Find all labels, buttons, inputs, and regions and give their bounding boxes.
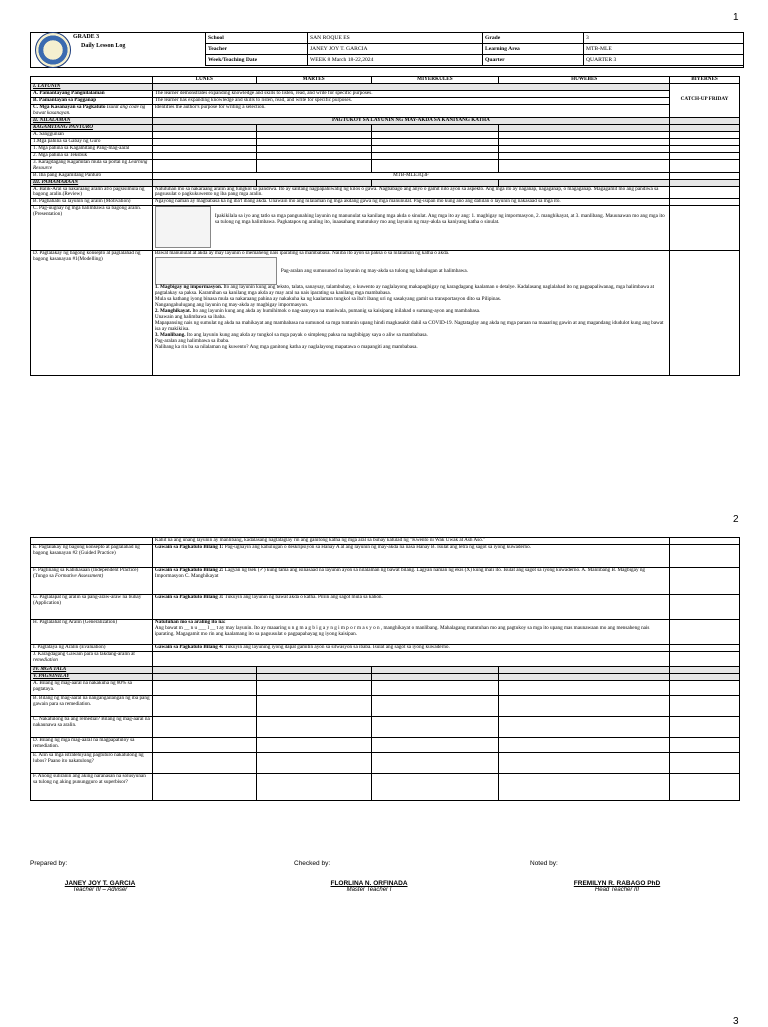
proc-j-label-italic: remediation <box>33 656 58 663</box>
proc-c-text: Ipakikilala sa iyo ang tatlo sa mga pangunahing layunin ng manunulat sa kanilang mga akda o sinulat. Ang mga ito ay ang: 1. magbigay ng impormasyon, 2. manghikayat, at 3. manlibang. Mauunawan mo ang mga ito sa tulong ng mga halimbawa. Pagkatapos ng araling ito, inaasahang matutukoy mo ang layunin ng may-akda sa kaniyang katha o sinulat. <box>214 213 665 226</box>
proc-a-label: A. Balik-Aral sa nakaraang aralin at/o pagsisimula ng bagong aralin.(Review) <box>31 186 153 199</box>
proc-d-p9: Pag-aralan ang halimbawa sa ibaba. <box>154 338 230 345</box>
header-table: School SAN ROQUE ES Grade 3 Teacher JANEY JOY T. GARCIA Learning Area MTB-MLE Week/Teaching Date WEEK 8 March 18-22,2024 Quarter QUARTER 3 <box>205 32 744 66</box>
obj-a-label: A. Pamantayang Pangnilalaman <box>31 90 153 97</box>
days-header-row <box>31 77 740 84</box>
proc-h-text: Ang bawat m __ n u ___ l __ t ay may layunin. Ito ay maaaring u n g m a g b i g a y n g i m p o r m a s y o n , manghikayat o manlibang. Mahalagang matutuhan mo ang pagtukoy sa mga ito upang mas maunawaan mo ang mensaheng nais iparating. Magagamit mo rin ang kaalamang ito sa pagsusulat o pagpapahayag ng iyong kaisipan. <box>154 624 650 637</box>
proc-d-p8: Ito ang layunin kung ang akda ay tungkol sa mga payak o simpleng paksa na nagbibigay saya o aliw sa mambabasa. <box>186 332 428 339</box>
checked-by-label: Checked by: <box>294 860 331 867</box>
reflection-item-c: C. Nakatulong ba ang remedial? Bilang ng mag-aaral na nakaunawa sa aralin. <box>31 716 153 737</box>
proc-e-bold: Gawain sa Pagkatuto Bilang 1: <box>154 543 224 550</box>
signatory-title: Teacher III – Adviser <box>72 887 128 893</box>
day-miyerkules: MIYERKULES <box>371 77 499 84</box>
proc-j-label: J. Karagdagang Gawain para sa takdang-aralin at <box>33 650 135 657</box>
proc-e-text: Pag-ugnayin ang kahulugan o deskripsiyon sa Hanay A at ang layunin ng may-akda na nasa Hanay B. Isulat ang letra ng sagot sa iyong kuwaderno. <box>224 543 532 550</box>
proc-d-p8-bold: 3. Manlibang. <box>154 332 186 339</box>
signatory-noted <box>552 880 682 893</box>
proc-i-bold: Gawain sa Pagkatuto Bilang 4: <box>154 643 224 650</box>
dll-subtitle: Daily Lesson Log <box>81 43 126 49</box>
res-a2: 1. Mga pahina sa Kagamitang Pang-mag-aaral <box>31 145 153 152</box>
proc-f-label: F. Paglinang sa Kabihasaan (Independent Practice)(Tungo sa <box>33 566 139 579</box>
signatory-title: Head Teacher III <box>594 887 640 893</box>
grade-title: GRADE 3 <box>73 34 100 40</box>
proc-d-label: D. Pagtalakay ng bagong konsepto at paglalahad ng bagong kasanayan #1(Modelling) <box>31 251 153 376</box>
page-number: 3 <box>733 1016 739 1027</box>
signatory-title: Master Teacher I <box>346 887 392 893</box>
lesson-topic: PAGTUKOY SA LAYUNIN NG MAY-AKDA SA KANIYANG KATHA <box>152 117 669 124</box>
lesson-table-page2 <box>30 537 740 801</box>
proc-d-p10: Nalibang ka rin ba sa nilalaman ng kuwento? Ang mga ganitong katha ay naglalayong mapatawa o mapangiti ang mambabasa. <box>154 344 418 351</box>
proc-d-p6: Unawain ang halimbawa sa ibaba. <box>154 314 226 321</box>
proc-d-p1: Pag-aralan ang sumusunod na layunin ng may-akda sa tulong ng kahulugan at halimbawa. <box>280 268 468 275</box>
prepared-by-label: Prepared by: <box>30 860 68 867</box>
obj-b-text: The learner has expanding knowledge and skills to listen, read, and write for specific purposes. <box>152 97 669 104</box>
proc-a-text: Natutuhan mo sa nakaraang aralin ang tungkol sa pandiwa. Ito ay salitang nagpapahiwatig ng kilos o gawa. Nagbabago ang anyo o gamit nito ayon sa aspekto. Ang mga ito ay naganap, nagaganap, o magaganap. Magagamit mo ang pandiwa sa pagsusulat o pagkukuwento ng iba pang mga aralin. <box>152 186 669 199</box>
res-a4-italic: Learning Resource <box>33 158 148 171</box>
day-biyernes: BIYERNES <box>670 77 740 84</box>
proc-d-p4: Nangangahulugang ang layunin ng may-akda ay magbigay impormasyon. <box>154 302 309 309</box>
deped-seal-icon <box>35 32 71 68</box>
proc-d-p7: Mapapansing nais ng sumulat ng akda na mahikayat ang mambabasa na sumunod sa mga tuntunin upang hindi magkasakit dahil sa COVID-19. Nagtataglay ang akda ng mga paraan na maaaring gawin at ang magandang idudulot kung ang bawat isa ay makikiisa. <box>154 320 664 333</box>
page-number: 1 <box>733 12 739 23</box>
reflection-item-d: D. Bilang ng mga mag-aaral na magpapatuloy sa remediation. <box>31 737 153 752</box>
signatory-checked <box>304 880 434 893</box>
proc-i-text: Tukuyin ang layuning iyong dapat gamitin ayon sa sitwasyon sa ibaba. Isulat ang sagot sa iyong kuwaderno. <box>224 643 450 650</box>
section-pagninilay: V. PAGNINILAY <box>31 673 153 680</box>
proc-d-p2-bold: 1. Magbigay ng impormasyon. <box>154 284 223 291</box>
reflection-item-a: A. Bilang ng mag-aaral na nakakuha ng 80% sa pagtataya. <box>31 680 153 695</box>
res-a: A. Sanggunian <box>31 131 153 138</box>
obj-c-note: Isulat ang code ng bawat kasanayan. <box>33 103 146 116</box>
proc-d-p5-bold: 2. Manghikayat. <box>154 308 192 315</box>
proc-g-bold: Gawain sa Pagkatuto Bilang 3: <box>154 593 224 600</box>
reflection-item-f: F. Anong suliranin ang aking naranasan na solusyunan sa tulong ng aking punungguro at superbisor? <box>31 773 153 800</box>
reflection-item-e: E. Alin sa mga istratehiyang pagtuturo nakatulong ng lubos? Paano ito nakatulong? <box>31 752 153 773</box>
section-kagamitan: KAGAMITANG PANTURO <box>31 124 153 131</box>
res-b-code: MTB-MLE3Q3F <box>152 172 669 179</box>
proc-c-label: C. Pag-uugnay ng mga halimbawa sa bagong aralin.(Presentation) <box>31 206 153 251</box>
proc-e-label: E. Pagtalakay ng bagong konsepto at paglalahad ng bagong kasanayan #2 (Guided Practice) <box>31 544 153 567</box>
res-b: B. Iba pang Kagamitang Panturo <box>31 172 153 179</box>
day-lunes: LUNES <box>152 77 256 84</box>
res-a1: 1.Mga pahina sa Gabay ng Guro <box>31 138 153 145</box>
catch-up-friday: CATCH-UP FRIDAY <box>680 96 729 103</box>
proc-f-bold: Gawain sa Pagkatuto Bilang 2: <box>154 566 224 573</box>
proc-h-label: H. Paglalahat ng Aralin (Generalization) <box>31 619 153 644</box>
noted-by-label: Noted by: <box>530 860 558 867</box>
proc-i-label: I. Pagtataya ng Aralin (Evaluation) <box>31 644 153 651</box>
section-pamamaraan: III. PAMAMARAAN <box>31 179 153 186</box>
obj-b-label: B. Pamantayan sa Pagganap <box>31 97 153 104</box>
presentation-illustration <box>155 206 211 248</box>
section-mga-tala: IV. MGA TALA <box>31 666 153 673</box>
obj-c-label: C. Mga Kasanayan sa Pagkatuto <box>33 103 106 110</box>
proc-d-continued: Kahit na ang unang layunin ay manlibang, kadalasang nagtataglay rin ang ganitong katha ng mga aral sa buhay katulad ng "Kwento ni Wak Uwak at Ash Aso." <box>152 538 669 545</box>
res-a3: 2. Mga pahina sa Teksbuk <box>31 152 153 159</box>
example-text-box <box>155 257 277 285</box>
proc-h-bold: Natutuhan mo sa araling ito na: <box>154 618 226 625</box>
proc-g-label: G. Paglalapat ng aralin sa pang-araw-araw na buhay (Application) <box>31 594 153 619</box>
proc-d-p3: Mula sa kathang iyong binasa mula sa nakaraang pahina ay nakakuha ka ng kaalaman tungkol sa iba't ibang uri ng sasakyang gamit sa transportasyon dito sa Pilipinas. <box>154 296 502 303</box>
section-layunin: I. LAYUNIN <box>31 83 153 90</box>
proc-d-p5: Ito ang layunin kung ang akda ay humihimok o nag-aanyaya na maniwala, pumanig sa kaisipang inilahad o sumang-ayon ang mambabasa. <box>192 308 481 315</box>
proc-g-text: Tukuyin ang layunin ng bawat akda o katha. Piliin ang sagot mula sa kahon. <box>224 593 383 600</box>
signatory-name: FLORLINA N. ORFINADA <box>330 880 408 887</box>
proc-b-label: B. Paghahabi sa layunin ng aralin (Motivation) <box>31 199 153 206</box>
proc-d-intro: Bawat manunulat at akda ay may layunin o memaheng nais iparating sa mambabasa. Naiiba ito ayon sa paksa o sa nilalaman ng katha o akda. <box>154 250 450 257</box>
header-block <box>30 32 744 68</box>
signatory-name: JANEY JOY T. GARCIA <box>64 880 136 887</box>
day-huwebes: HUWEBES <box>499 77 670 84</box>
signatory-name: FREMILYN R. RABAGO PhD <box>573 880 661 887</box>
page-number: 2 <box>733 514 739 525</box>
section-nilalaman: II. NILALAMAN <box>31 117 153 124</box>
proc-f-text: Lagyan ng tsek (✓) kung tama ang isinasaad na layunin ayon sa nilalaman ng bawat bilang. Lagyan naman ng ekis (X) kung mali ito. Isulat ang sagot sa iyong kuwaderno. A. Manlibang B. Magbigay ng Impormasyon C. Manghikayat <box>154 566 646 579</box>
obj-c-text: Identifies the author's purpose for writing a selection. <box>152 104 669 117</box>
lesson-table-page1 <box>30 76 740 376</box>
proc-f-label-italic: Formative Assessment) <box>55 572 104 579</box>
signatory-prepared <box>40 880 160 893</box>
reflection-item-b: B. Bilang ng mag-aaral na nangangailangan ng iba pang gawain para sa remediation. <box>31 695 153 716</box>
proc-d-p2: Ito ang layunin kung ang teksto, talata, sanaysay, talambuhay, o kuwento ay naglalayong makapagbigay ng karagdagang kaalaman o detalye. Kadalasang naglalahad ito ng pagpapaliwanag, mga halimbawa at pagtalakay sa paksa. Karamihan sa kanilang mga akda ay may aral na nais iparating sa kanilang mga mambabasa. <box>154 284 655 297</box>
day-martes: MARTES <box>256 77 371 84</box>
res-a4: 3. Karagdagang Kagamitan mula sa portal ng <box>33 158 128 165</box>
obj-a-text: The learner demonstrates expanding knowledge and skills to listen, read, and write for specific purposes. <box>152 90 669 97</box>
proc-b-text: Ngayong naman ay magbabasa ka ng iba't ibang akda. Unawain mo ang nilalaman ng mga akdang gawa ng mga manunulat. Pag-isipan mo kung ano ang dahilan o layunin ng nakasaad sa mga ito. <box>152 199 669 206</box>
